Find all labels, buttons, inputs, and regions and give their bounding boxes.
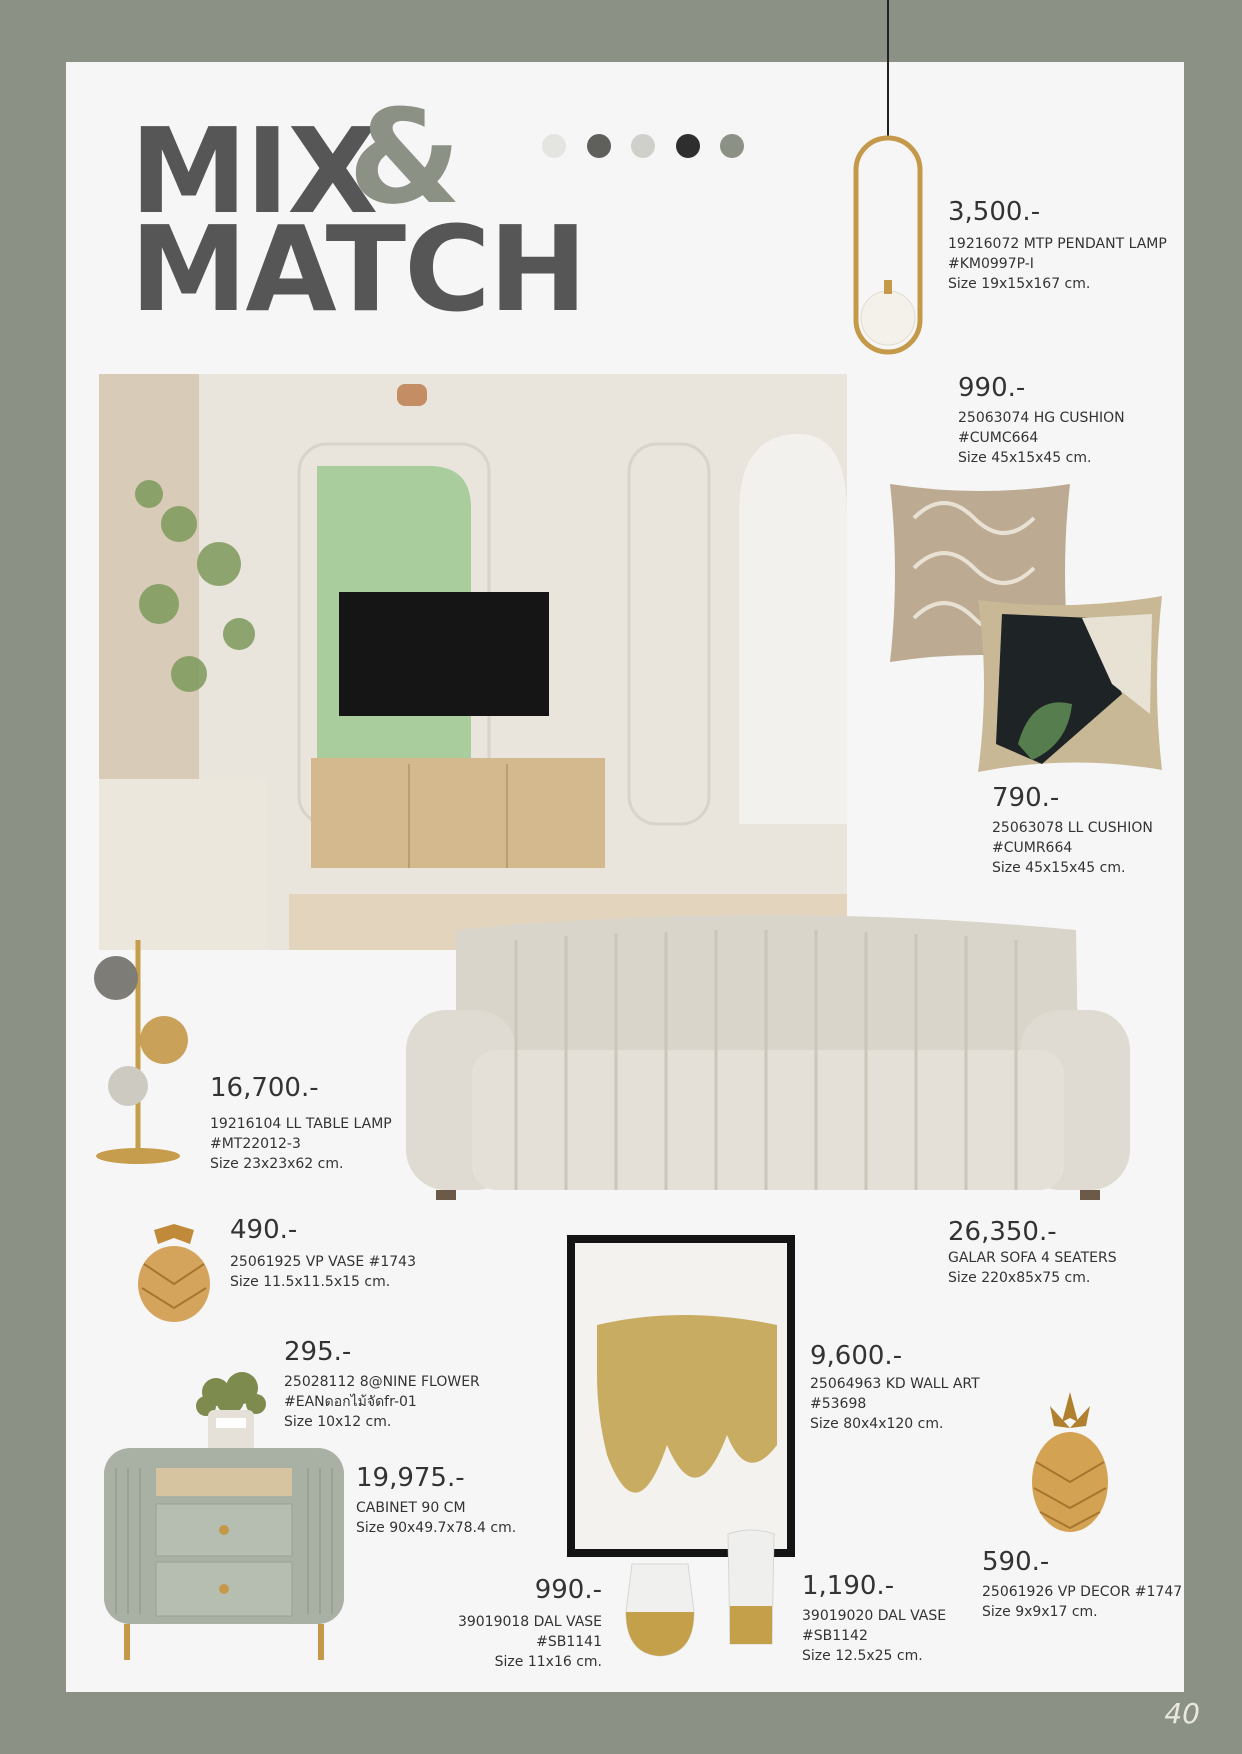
- cabinet-image: [104, 1448, 344, 1668]
- palette-dot: [676, 134, 700, 158]
- dal-vase-2-price: 1,190.-: [802, 1571, 895, 1601]
- detail-line: #53698: [810, 1396, 867, 1412]
- detail-line: Size 220x85x75 cm.: [948, 1270, 1091, 1286]
- title-ampersand: &: [348, 81, 462, 233]
- table-lamp-details: [210, 1114, 392, 1174]
- detail-line: #SB1141: [536, 1634, 602, 1650]
- wall-art-image: [567, 1235, 795, 1557]
- detail-line: #KM0997P-I: [948, 256, 1034, 272]
- flower-image: [186, 1370, 276, 1460]
- detail-line: Size 11x16 cm.: [494, 1654, 602, 1670]
- page-number: 40: [1164, 1697, 1200, 1730]
- detail-line: 25028112 8@NINE FLOWER: [284, 1374, 480, 1390]
- detail-line: 25061925 VP VASE #1743: [230, 1254, 416, 1270]
- pendant-lamp-details: [948, 234, 1167, 294]
- dal-vase-1-image: [620, 1562, 700, 1662]
- detail-line: Size 10x12 cm.: [284, 1414, 392, 1430]
- wall-art-details: [810, 1374, 980, 1434]
- vp-decor-image: [1030, 1392, 1110, 1532]
- vp-decor-details: [982, 1582, 1182, 1622]
- palette-dot: [631, 134, 655, 158]
- detail-line: GALAR SOFA 4 SEATERS: [948, 1250, 1117, 1266]
- hg-cushion-details: [958, 408, 1125, 468]
- detail-line: 39019018 DAL VASE: [457, 1614, 602, 1630]
- vp-vase-price: 490.-: [230, 1215, 298, 1245]
- title-mix: MIX: [130, 102, 377, 240]
- detail-line: Size 80x4x120 cm.: [810, 1416, 944, 1432]
- sofa-price: 26,350.-: [948, 1217, 1057, 1247]
- detail-line: #CUMC664: [958, 430, 1039, 446]
- detail-line: 19216104 LL TABLE LAMP: [210, 1116, 392, 1132]
- vp-vase-details: [230, 1252, 416, 1292]
- dal-vase-2-image: [724, 1528, 778, 1652]
- table-lamp-image: [94, 940, 194, 1170]
- wall-art-price: 9,600.-: [810, 1341, 903, 1371]
- detail-line: #SB1142: [802, 1628, 868, 1644]
- detail-line: #MT22012-3: [210, 1136, 301, 1152]
- pendant-lamp-price: 3,500.-: [948, 197, 1041, 227]
- pendant-lamp-image: [848, 0, 928, 360]
- detail-line: 25061926 VP DECOR #1747: [982, 1584, 1183, 1600]
- hg-cushion-price: 990.-: [958, 373, 1026, 403]
- living-room-photo: [99, 374, 847, 950]
- detail-line: 19216072 MTP PENDANT LAMP: [948, 236, 1167, 252]
- ll-cushion-price: 790.-: [992, 783, 1060, 813]
- title-match: MATCH: [130, 200, 586, 338]
- detail-line: 39019020 DAL VASE: [802, 1608, 947, 1624]
- detail-line: Size 45x15x45 cm.: [992, 860, 1126, 876]
- palette-dot: [587, 134, 611, 158]
- detail-line: Size 12.5x25 cm.: [802, 1648, 923, 1664]
- detail-line: 25064963 KD WALL ART: [810, 1376, 980, 1392]
- detail-line: Size 9x9x17 cm.: [982, 1604, 1098, 1620]
- palette-dot: [720, 134, 744, 158]
- cabinet-details: [356, 1498, 516, 1538]
- detail-line: #CUMR664: [992, 840, 1073, 856]
- dal-vase-2-details: [802, 1606, 946, 1666]
- palette-dot: [542, 134, 566, 158]
- sofa-image: [406, 910, 1130, 1210]
- detail-line: Size 11.5x11.5x15 cm.: [230, 1274, 391, 1290]
- detail-line: 25063078 LL CUSHION: [992, 820, 1153, 836]
- ll-cushion-image: [972, 594, 1168, 774]
- dal-vase-1-details: [458, 1612, 602, 1672]
- detail-line: Size 90x49.7x78.4 cm.: [356, 1520, 517, 1536]
- detail-line: 25063074 HG CUSHION: [958, 410, 1125, 426]
- table-lamp-price: 16,700.-: [210, 1073, 319, 1103]
- detail-line: CABINET 90 CM: [356, 1500, 466, 1516]
- detail-line: #EANดอกไม้จัดfr-01: [284, 1394, 417, 1410]
- dal-vase-1-price: 990.-: [534, 1575, 602, 1605]
- sofa-details: [948, 1248, 1117, 1288]
- flower-price: 295.-: [284, 1337, 352, 1367]
- detail-line: Size 19x15x167 cm.: [948, 276, 1091, 292]
- ll-cushion-details: [992, 818, 1153, 878]
- flower-details: [284, 1372, 480, 1432]
- cabinet-price: 19,975.-: [356, 1463, 465, 1493]
- detail-line: Size 23x23x62 cm.: [210, 1156, 344, 1172]
- vp-vase-image: [134, 1224, 214, 1324]
- detail-line: Size 45x15x45 cm.: [958, 450, 1092, 466]
- vp-decor-price: 590.-: [982, 1547, 1050, 1577]
